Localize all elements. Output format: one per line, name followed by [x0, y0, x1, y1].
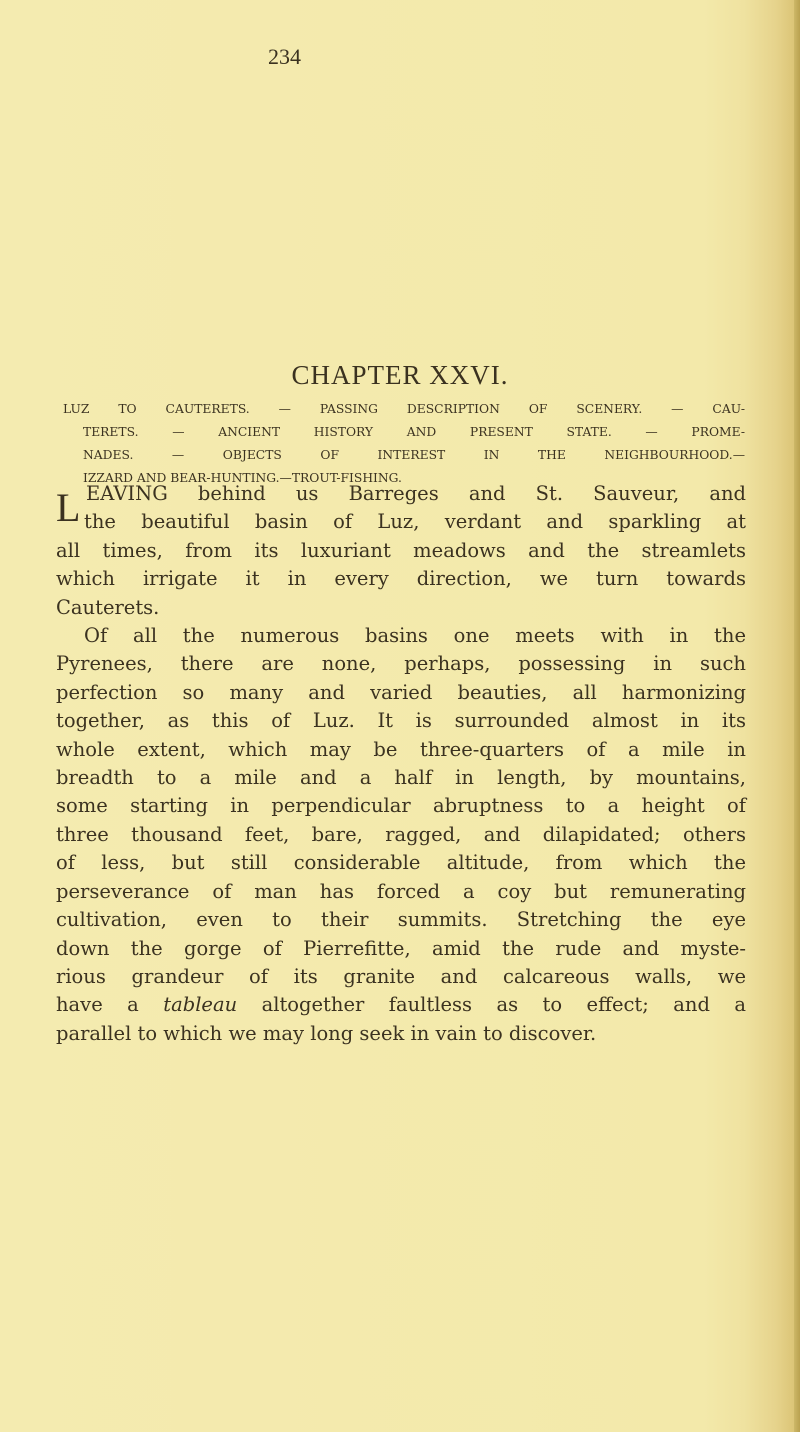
text-line: Of all the numerous basins one meets with in the — [84, 624, 746, 648]
text-line: Cauterets. — [56, 595, 160, 619]
text-span: altogether faultless as to effect; and a — [237, 993, 746, 1017]
page-number: 234 — [268, 44, 301, 69]
text-line: perseverance of man has forced a coy but remunerating — [56, 879, 746, 903]
text-line: three thousand feet, bare, ragged, and dilapidated; others — [56, 822, 746, 846]
text-line: parallel to which we may long seek in vain to discover. — [56, 1021, 597, 1045]
text-line: cultivation, even to their summits. Stretching the eye — [56, 908, 746, 932]
summary-line: TERETS. — ANCIENT HISTORY AND PRESENT STATE. — PROME- — [83, 425, 745, 439]
text-line: breadth to a mile and a half in length, by mountains, — [56, 766, 746, 790]
italic-word: tableau — [163, 993, 238, 1017]
drop-cap: L — [56, 485, 81, 530]
text-line — [56, 991, 746, 1019]
text-line: EAVING behind us Barreges and St. Sauveur, and — [86, 482, 746, 505]
summary-line: NADES. — OBJECTS OF INTEREST IN THE NEIGHBOURHOOD.— — [83, 448, 745, 462]
text-line: of less, but still considerable altitude, from which the — [56, 851, 746, 875]
page-edge-shadow — [794, 0, 800, 1432]
text-span: have a — [56, 993, 164, 1017]
text-line: all times, from its luxuriant meadows and the streamlets — [56, 538, 746, 562]
summary-line: LUZ TO CAUTERETS. — PASSING DESCRIPTION OF SCENERY. — CAU- — [63, 402, 745, 416]
chapter-title: CHAPTER XXVI. — [291, 360, 509, 390]
chapter-summary — [63, 398, 745, 490]
summary-line: IZZARD AND BEAR-HUNTING.—TROUT-FISHING. — [83, 471, 402, 485]
text-line: perfection so many and varied beauties, all harmonizing — [56, 680, 746, 704]
text-line: rious grandeur of its granite and calcareous walls, we — [56, 964, 746, 988]
text-line: down the gorge of Pierrefitte, amid the rude and myste- — [56, 936, 746, 960]
body-text — [56, 480, 746, 1048]
text-line: whole extent, which may be three-quarters of a mile in — [56, 737, 746, 761]
text-line: the beautiful basin of Luz, verdant and sparkling at — [84, 510, 746, 534]
text-line: together, as this of Luz. It is surrounded almost in its — [56, 709, 746, 733]
text-line: some starting in perpendicular abruptness to a height of — [56, 794, 746, 818]
text-line: Pyrenees, there are none, perhaps, possessing in such — [56, 652, 746, 676]
text-line: which irrigate it in every direction, we turn towards — [56, 567, 746, 591]
